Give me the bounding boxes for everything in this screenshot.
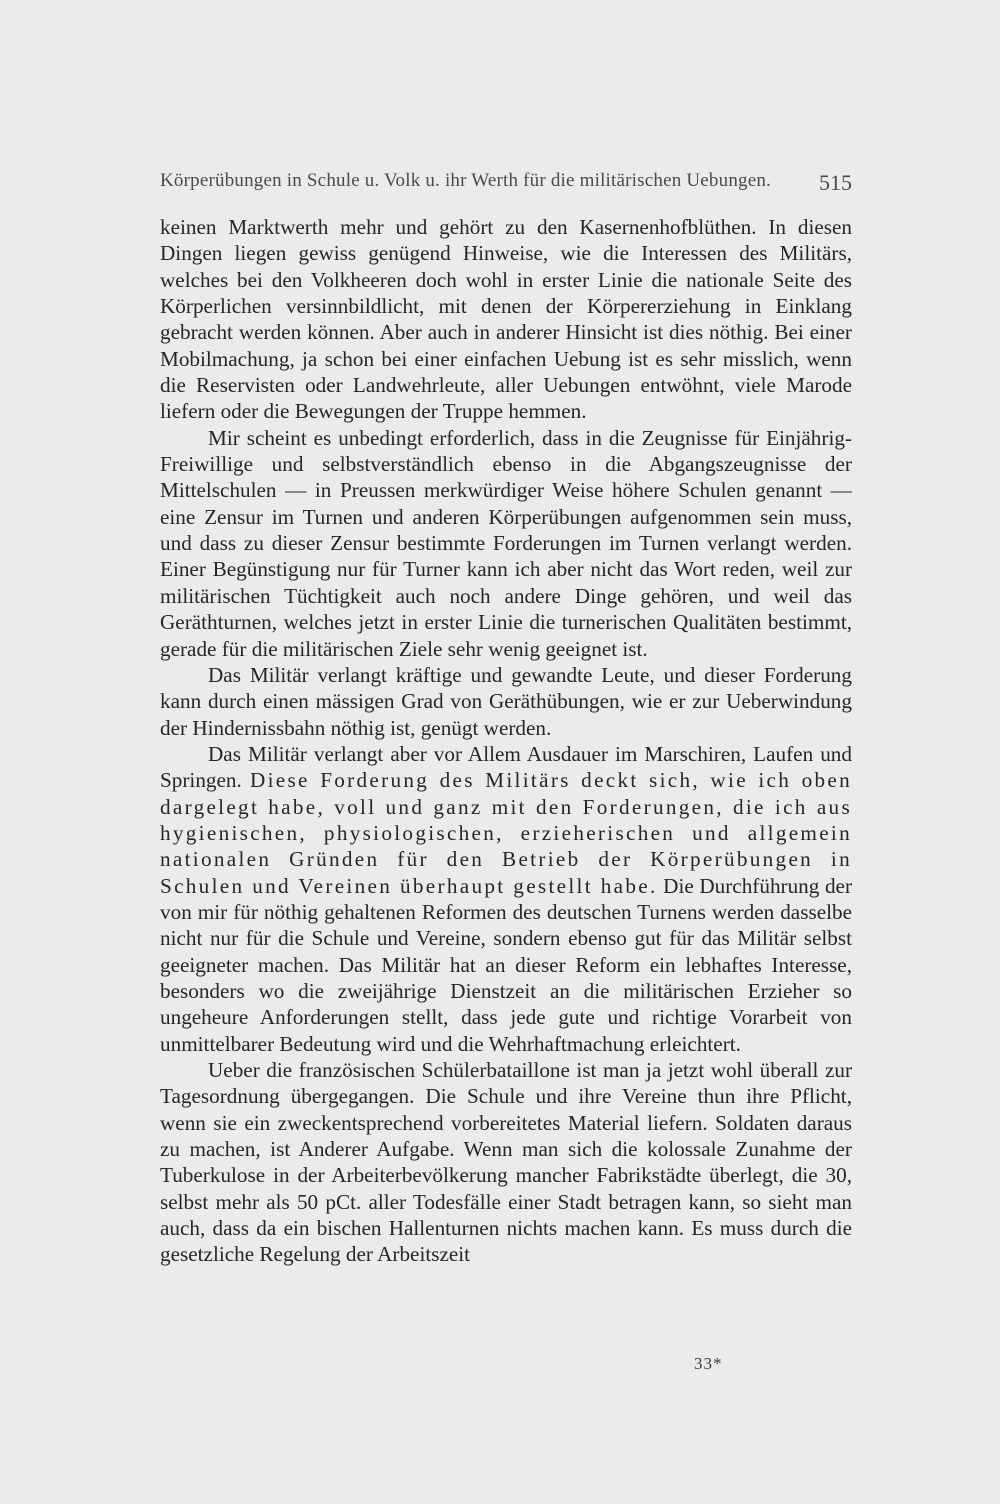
page-number: 515 bbox=[819, 170, 852, 195]
paragraph-schuelerbataillone: Ueber die französischen Schülerbataillone ist man ja jetzt wohl überall zur Tagesordnung übergegangen. Die Schule und ihre Vereine thun ihre Pflicht, wenn sie ein zweckentsprechend vorbereitetes Material liefern. Soldaten daraus zu machen, ist Anderer Aufgabe. Wenn man sich die kolossale Zunahme der Tuberkulose in der Arbeiterbevölkerung mancher Fabrikstädte überlegt, die 30, selbst mehr als 50 pCt. aller Todesfälle einer Stadt betragen kann, so sieht man auch, dass da ein bischen Hallenturnen nichts machen kann. Es muss durch die gesetzliche Regelung der Arbeitszeit bbox=[160, 1058, 852, 1267]
paragraph-zeugnisse: Mir scheint es unbedingt erforderlich, dass in die Zeugnisse für Einjährig-Freiwillige und selbstverständlich ebenso in die Abgangszeugnisse der Mittelschulen — in Preussen merkwürdiger Weise höhere Schulen genannt — eine Zensur im Turnen und anderen Körperübungen aufgenommen sein muss, und dass zu dieser Zensur bestimmte Forderungen im Turnen verlangt werden. Einer Begünstigung nur für Turner kann ich aber nicht das Wort reden, weil zur militärischen Tüchtigkeit auch noch andere Dinge gehören, und weil das Geräthturnen, welches jetzt in erster Linie die turnerischen Qualitäten bestimmt, gerade für die militärischen Ziele sehr wenig geeignet ist. bbox=[160, 425, 852, 661]
paragraph-ausdauer-start: Das Militär verlangt aber vor Allem Ausdauer im Marschiren, Laufen und Springen. bbox=[160, 741, 852, 793]
paragraph-ausdauer-end: Die Durchführung der von mir für nöthig gehaltenen Reformen des deutschen Turnens werden dasselbe nicht nur für die Schule und Vereine, sondern ebenso gut für das Militär selbst geeigneter machen. Das Militär hat an dieser Reform ein lebhaftes Interesse, besonders wo die zweijährige Dienstzeit an die militärischen Erzieher so ungeheure Anforderungen stellt, dass jede gute und richtige Vorarbeit von unmittelbarer Bedeutung wird und die Wehrhaftmachung erleichtert. bbox=[160, 873, 853, 1056]
body-text bbox=[160, 214, 852, 1268]
paragraph-ausdauer-emphasis: Diese Forderung des Militärs deckt sich, wie ich oben dargelegt habe, voll und ganz mit den Forderungen, die ich aus hygienischen, physiologischen, erzieherischen und allgemein nationalen Gründen für den Betrieb der Körperübungen in Schulen und Vereinen überhaupt gestellt habe. bbox=[160, 768, 853, 898]
paragraph-militaer-leute: Das Militär verlangt kräftige und gewandte Leute, und dieser Forderung kann durch einen mässigen Grad von Geräthübungen, wie er zur Ueberwindung der Hindernissbahn nöthig ist, genügt werden. bbox=[160, 662, 852, 740]
page-header bbox=[160, 170, 852, 198]
paragraph-ausdauer bbox=[160, 741, 852, 1057]
paragraph-continued: keinen Marktwerth mehr und gehört zu den Kasernenhofblüthen. In diesen Dingen liegen gewiss genügend Hinweise, wie die Interessen des Militärs, welches bei den Volkheeren doch wohl in erster Linie die nationale Seite des Körperlichen versinnbildlicht, mit denen der Körpererziehung in Einklang gebracht werden können. Aber auch in anderer Hinsicht ist dies nöthig. Bei einer Mobilmachung, ja schon bei einer einfachen Uebung ist es sehr misslich, wenn die Reservisten oder Landwehrleute, aller Uebungen entwöhnt, viele Marode liefern oder die Bewegungen der Truppe hemmen. bbox=[160, 215, 852, 424]
printer-signature: 33* bbox=[694, 1354, 723, 1373]
running-head: Körperübungen in Schule u. Volk u. ihr Werth für die militärischen Uebungen. bbox=[160, 170, 772, 191]
